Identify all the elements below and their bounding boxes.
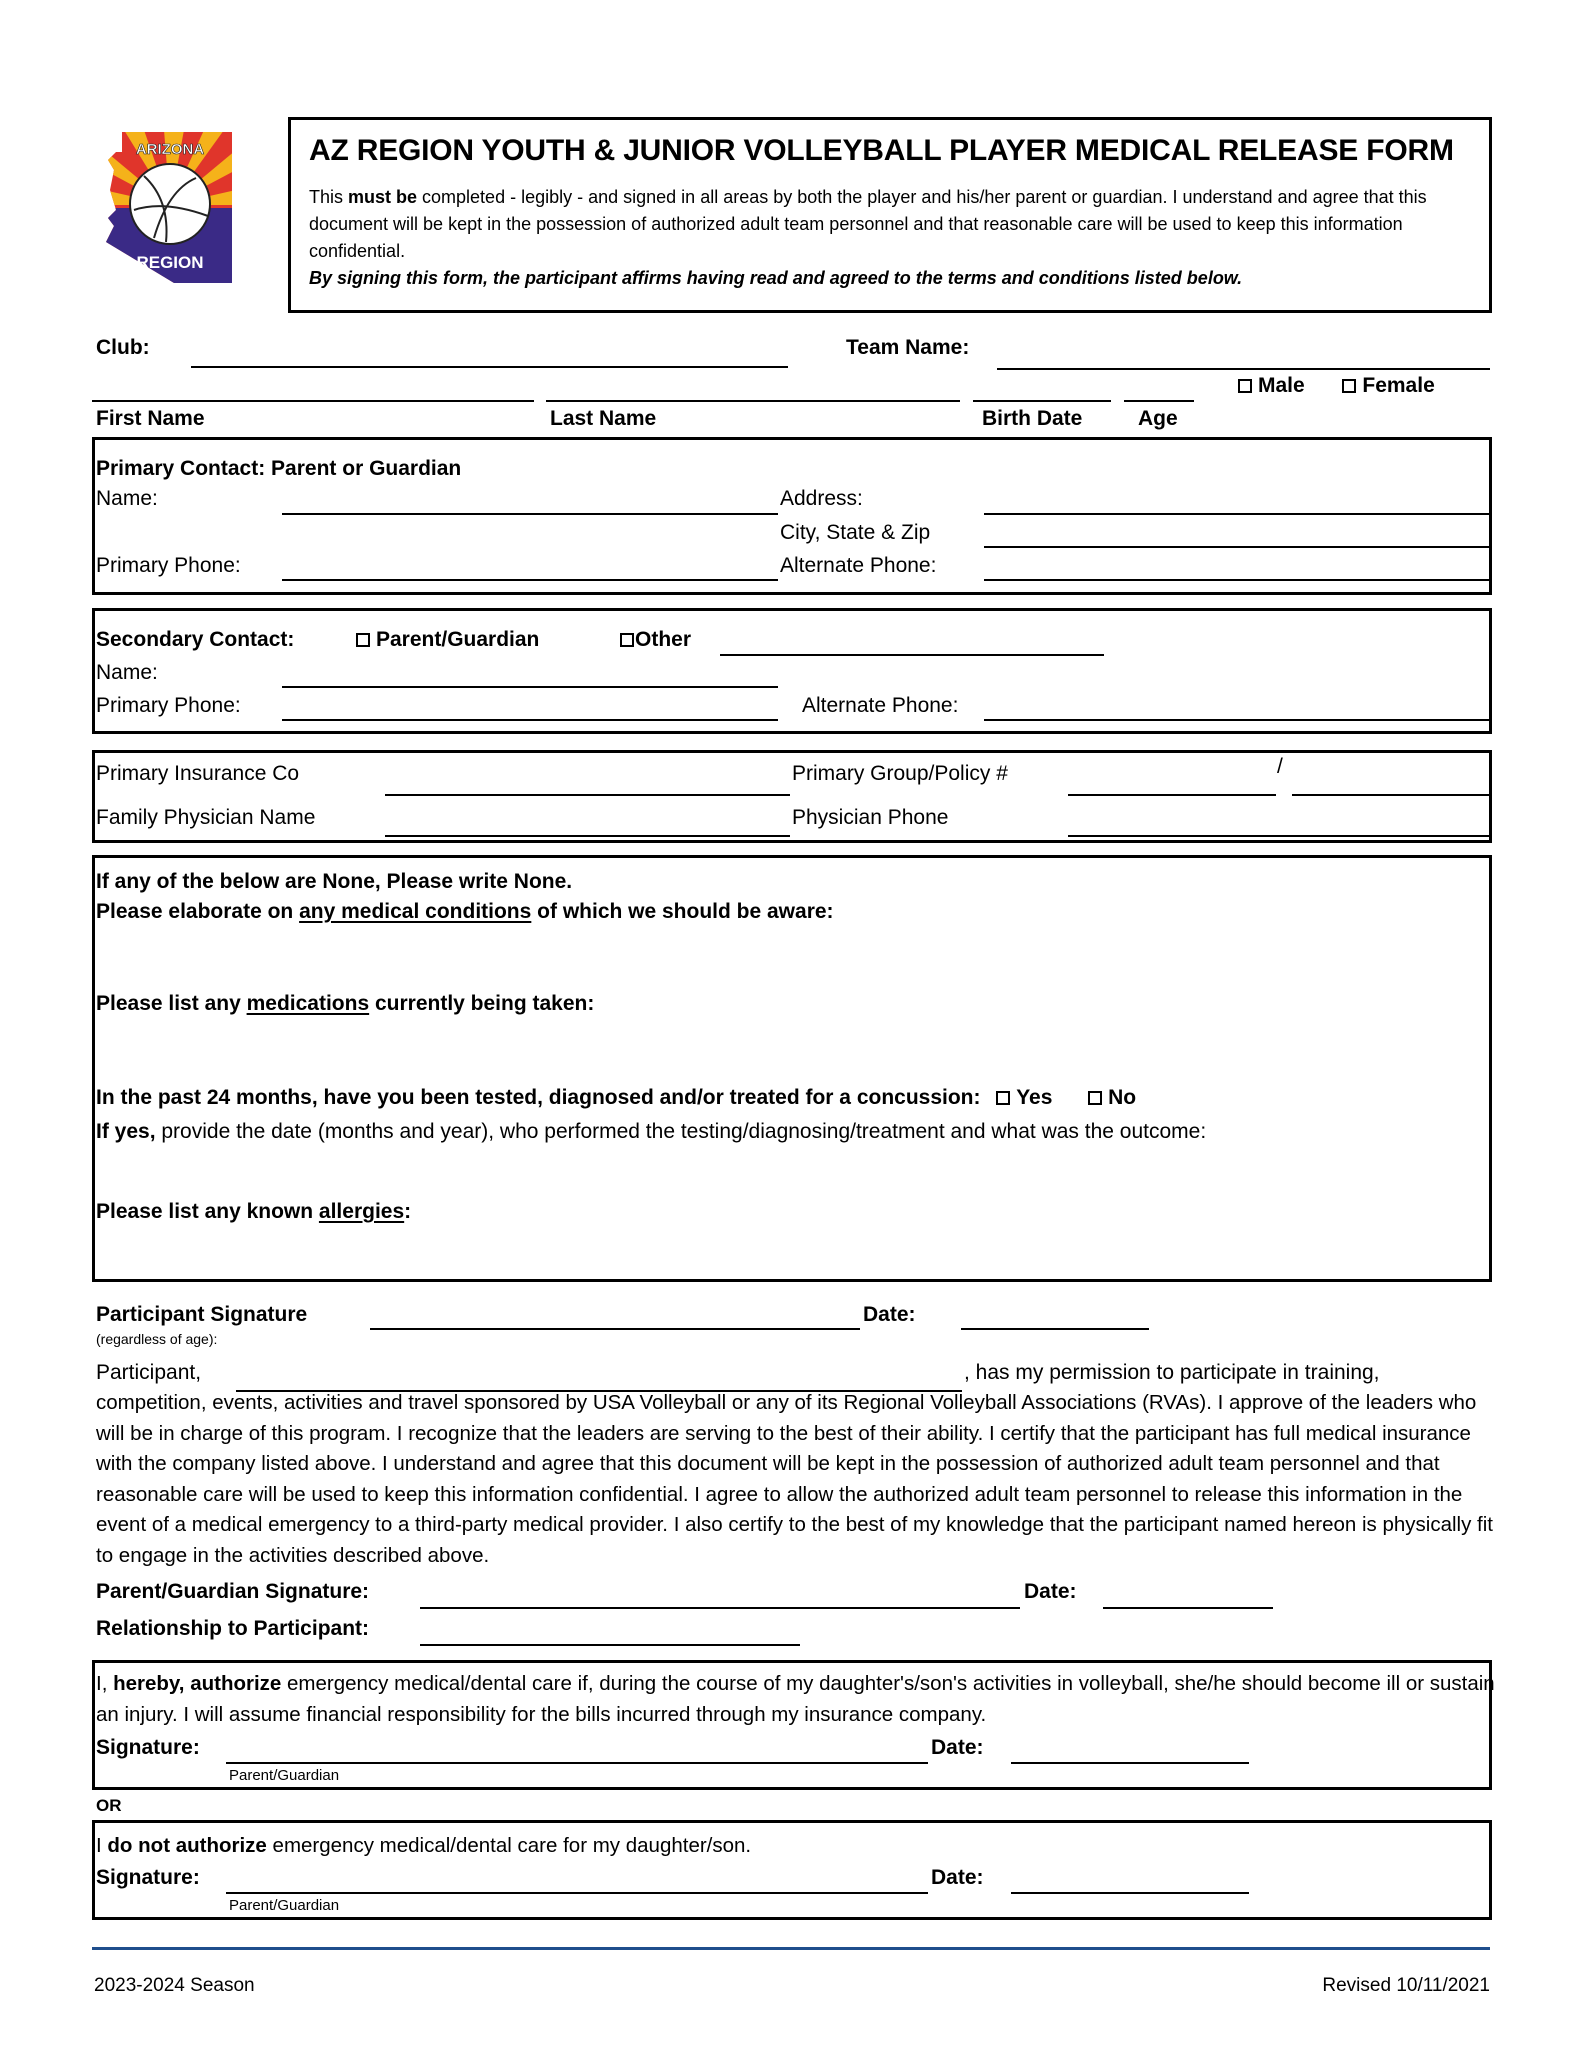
physician-phone-label: Physician Phone <box>792 806 949 829</box>
primary-alternate-phone-label: Alternate Phone: <box>780 554 937 577</box>
form-title: AZ REGION YOUTH & JUNIOR VOLLEYBALL PLAYER MEDICAL RELEASE FORM <box>309 134 1454 167</box>
first-name-field[interactable] <box>92 400 534 402</box>
participant-date-field[interactable] <box>961 1328 1149 1330</box>
authorize-signature-sublabel: Parent/Guardian <box>229 1767 340 1784</box>
birth-date-field[interactable] <box>973 400 1111 402</box>
parent-guardian-checkbox[interactable] <box>356 633 370 647</box>
concussion-details-field[interactable] <box>96 1148 1486 1192</box>
other-checkbox[interactable] <box>620 633 634 647</box>
consent-paragraph: competition, events, activities and travel sponsored by USA Volleyball or any of its Regional Volleyball Associations (RVAs). I approve of the leaders who will be in charge of this program. I recognize that the leaders are serving to the best of their ability. I certify that the participant has full medical insurance with the company listed above. I understand and agree that this document will be kept in the possession of authorized adult team personnel and that reasonable care will be used to keep this information confidential. I agree to allow the authorized adult team personnel to release this information in the event of a medical emergency to a third-party medical provider. I also certify to the best of my knowledge that the participant named hereon is physically fit to engage in the activities described above. <box>96 1391 1493 1567</box>
secondary-contact-heading: Secondary Contact: <box>96 628 295 651</box>
female-checkbox[interactable] <box>1342 379 1356 393</box>
permission-text: , has my permission to participate in training, <box>964 1361 1380 1384</box>
secondary-phone-field[interactable] <box>282 719 778 721</box>
participant-signature-field[interactable] <box>370 1328 860 1330</box>
policy-number-field[interactable] <box>1292 794 1490 796</box>
concussion-yes-option[interactable]: Yes <box>996 1086 1052 1109</box>
team-name-label: Team Name: <box>846 336 970 359</box>
medications-field[interactable] <box>96 1022 1486 1082</box>
concussion-question: In the past 24 months, have you been tested, diagnosed and/or treated for a concussion: Yes No <box>96 1086 1137 1109</box>
age-field[interactable] <box>1124 400 1194 402</box>
secondary-contact-box <box>92 608 1492 734</box>
not-authorize-date-field[interactable] <box>1011 1892 1249 1894</box>
header-intro: This must be completed - legibly - and signed in all areas by both the player and his/her parent or guardian. I understand and agree that this document will be kept in the possession of authorized adult team personnel and that reasonable care will be used to keep this information confidential. By signing this form, the participant affirms having read and agreed to the terms and conditions listed below. <box>309 187 1427 288</box>
svg-text:ARIZONA: ARIZONA <box>135 141 205 158</box>
guardian-date-label: Date: <box>1024 1580 1077 1603</box>
city-state-zip-label: City, State & Zip <box>780 521 931 544</box>
primary-name-field[interactable] <box>282 513 778 515</box>
not-authorize-statement: I do not authorize emergency medical/dental care for my daughter/son. <box>96 1834 752 1857</box>
allergies-prompt: Please list any known allergies: <box>96 1200 412 1223</box>
concussion-no-option[interactable]: No <box>1088 1086 1136 1109</box>
other-specify-field[interactable] <box>720 654 1104 656</box>
policy-label: Primary Group/Policy # <box>792 762 1008 785</box>
physician-name-field[interactable] <box>385 835 790 837</box>
concussion-followup: If yes, provide the date (months and year), who performed the testing/diagnosing/treatment and what was the outcome: <box>96 1120 1207 1143</box>
secondary-name-field[interactable] <box>282 686 778 688</box>
header-affirmation: By signing this form, the participant affirms having read and agreed to the terms and conditions listed below. <box>309 268 1243 288</box>
svg-text:REGION: REGION <box>136 253 204 272</box>
age-label: Age <box>1138 407 1178 430</box>
address-field[interactable] <box>984 513 1490 515</box>
group-number-field[interactable] <box>1068 794 1276 796</box>
logo-icon <box>104 130 236 283</box>
last-name-field[interactable] <box>546 400 960 402</box>
birth-date-label: Birth Date <box>982 407 1083 430</box>
authorize-signature-field[interactable] <box>226 1762 928 1764</box>
none-instruction: If any of the below are None, Please write None. <box>96 870 573 893</box>
address-label: Address: <box>780 487 863 510</box>
primary-name-label: Name: <box>96 487 158 510</box>
or-label: OR <box>96 1796 122 1815</box>
allergies-field[interactable] <box>96 1230 1486 1276</box>
not-authorize-date-label: Date: <box>931 1866 984 1889</box>
authorize-date-label: Date: <box>931 1736 984 1759</box>
male-option[interactable]: Male <box>1238 374 1305 397</box>
secondary-alternate-phone-field[interactable] <box>984 719 1490 721</box>
guardian-date-field[interactable] <box>1103 1607 1273 1609</box>
city-state-zip-field[interactable] <box>984 546 1490 548</box>
participant-date-label: Date: <box>863 1303 916 1326</box>
authorize-signature-label: Signature: <box>96 1736 200 1759</box>
gender-options <box>1238 374 1435 398</box>
secondary-parent-guardian-option[interactable]: Parent/Guardian <box>356 628 539 652</box>
insurance-co-field[interactable] <box>385 794 790 796</box>
not-authorize-signature-sublabel: Parent/Guardian <box>229 1897 340 1914</box>
primary-alternate-phone-field[interactable] <box>984 579 1490 581</box>
not-authorize-signature-label: Signature: <box>96 1866 200 1889</box>
primary-phone-field[interactable] <box>282 579 778 581</box>
female-option[interactable]: Female <box>1342 374 1434 397</box>
male-checkbox[interactable] <box>1238 379 1252 393</box>
medications-prompt: Please list any medications currently being taken: <box>96 992 595 1015</box>
secondary-alternate-phone-label: Alternate Phone: <box>802 694 959 717</box>
club-field[interactable] <box>191 366 788 368</box>
guardian-signature-field[interactable] <box>420 1607 1020 1609</box>
relationship-label: Relationship to Participant: <box>96 1617 370 1640</box>
secondary-name-label: Name: <box>96 661 158 684</box>
insurance-co-label: Primary Insurance Co <box>96 762 300 785</box>
revised-date: Revised 10/11/2021 <box>1322 1975 1490 1996</box>
physician-phone-field[interactable] <box>1068 835 1490 837</box>
guardian-signature-label: Parent/Guardian Signature: <box>96 1580 370 1603</box>
last-name-label: Last Name <box>550 407 657 430</box>
medical-conditions-field[interactable] <box>96 930 1486 982</box>
relationship-field[interactable] <box>420 1644 800 1646</box>
secondary-phone-label: Primary Phone: <box>96 694 241 717</box>
participant-signature-sublabel: (regardless of age): <box>96 1331 218 1347</box>
not-authorize-signature-field[interactable] <box>226 1892 928 1894</box>
primary-contact-heading: Primary Contact: Parent or Guardian <box>96 457 462 480</box>
season-label: 2023-2024 Season <box>94 1975 255 1996</box>
concussion-no-checkbox[interactable] <box>1088 1091 1102 1105</box>
primary-phone-label: Primary Phone: <box>96 554 241 577</box>
participant-signature-label: Participant Signature <box>96 1303 308 1326</box>
first-name-label: First Name <box>96 407 205 430</box>
policy-separator: / <box>1277 755 1283 778</box>
authorize-statement: I, hereby, authorize emergency medical/dental care if, during the course of my daughter's/son's activities in volleyball, she/he should become ill or sustain an injury. I will assume financial responsibility for the bills incurred through my insurance company. <box>96 1672 1495 1726</box>
arizona-region-logo <box>104 130 236 283</box>
medical-conditions-prompt: Please elaborate on any medical conditions of which we should be aware: <box>96 900 834 923</box>
concussion-yes-checkbox[interactable] <box>996 1091 1010 1105</box>
footer-rule <box>92 1947 1490 1950</box>
physician-name-label: Family Physician Name <box>96 806 316 829</box>
club-label: Club: <box>96 336 150 359</box>
secondary-other-option[interactable]: Other <box>620 628 691 652</box>
authorize-date-field[interactable] <box>1011 1762 1249 1764</box>
participant-name-label: Participant, <box>96 1361 202 1384</box>
team-name-field[interactable] <box>997 368 1490 370</box>
header-box <box>288 117 1492 313</box>
